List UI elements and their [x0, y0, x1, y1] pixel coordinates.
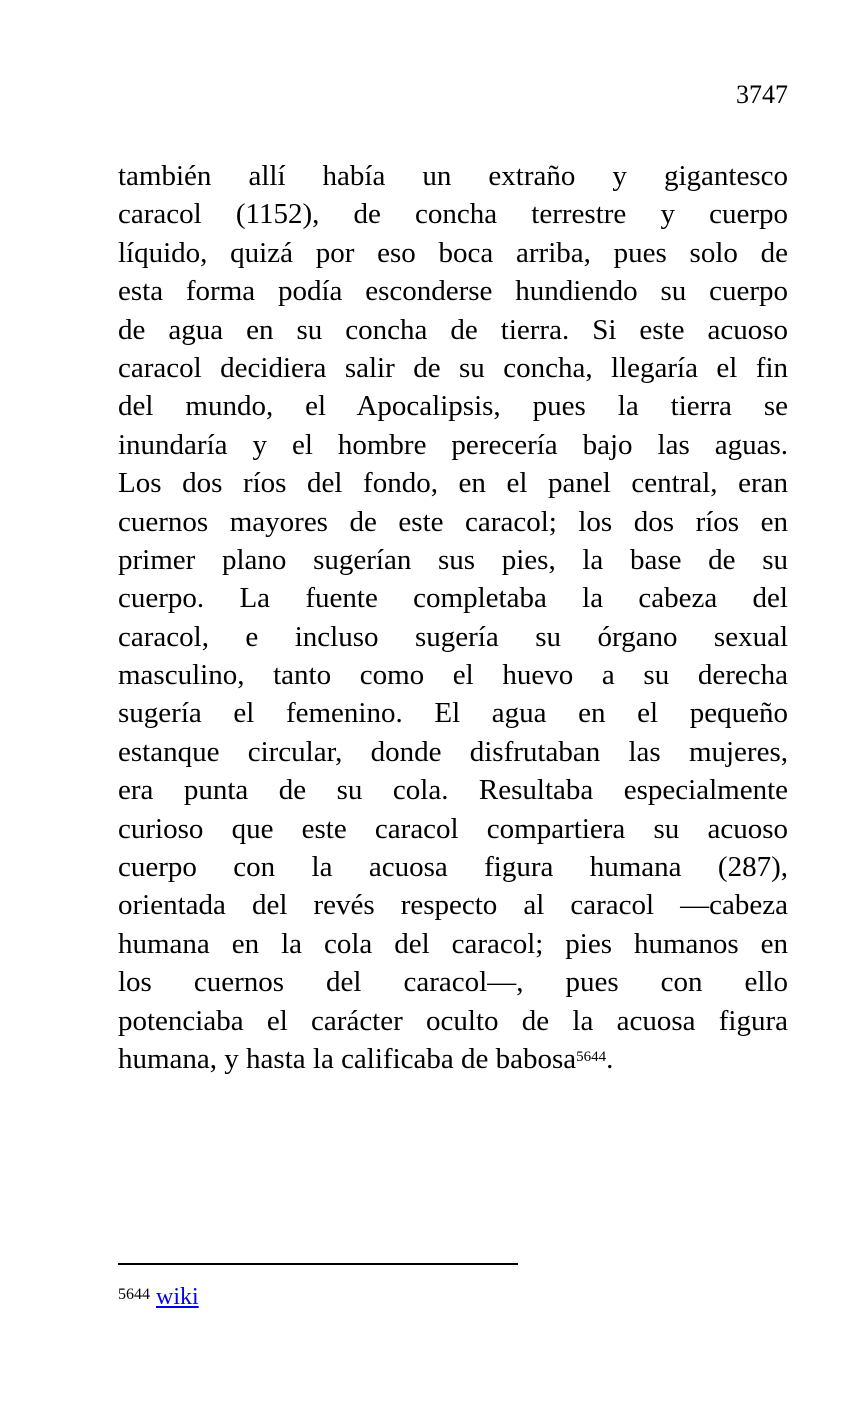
footnote-link[interactable]: wiki [156, 1284, 199, 1310]
text-line-last [118, 1040, 788, 1078]
page-number: 3747 [736, 80, 788, 109]
text-line: curioso que este caracol compartiera su acuoso [118, 812, 788, 845]
last-line-end: . [606, 1042, 614, 1075]
text-line: potenciaba el carácter oculto de la acuosa figura [118, 1004, 788, 1037]
footnote [118, 1282, 199, 1312]
footnote-divider [118, 1263, 518, 1265]
body-text [118, 157, 788, 1078]
text-line: caracol, e incluso sugería su órgano sexual [118, 620, 788, 653]
text-line: primer plano sugerían sus pies, la base de su [118, 543, 788, 576]
text-line: inundaría y el hombre perecería bajo las aguas. [118, 428, 788, 461]
text-line: cuerpo. La fuente completaba la cabeza del [118, 582, 788, 615]
text-line: cuernos mayores de este caracol; los dos ríos en [118, 505, 788, 538]
footnote-reference[interactable]: 5644 [576, 1048, 607, 1065]
text-line: también allí había un extraño y gigantesco [118, 160, 788, 192]
text-line: era punta de su cola. Resultaba especialmente [118, 774, 788, 807]
text-line: Los dos ríos del fondo, en el panel central, eran [118, 467, 788, 500]
text-line: estanque circular, donde disfrutaban las mujeres, [118, 735, 788, 768]
text-line: líquido, quizá por eso boca arriba, pues solo de [118, 236, 788, 269]
last-line-text: humana, y hasta la calificaba de babosa [118, 1042, 577, 1075]
text-line: de agua en su concha de tierra. Si este acuoso [118, 313, 788, 346]
text-line: del mundo, el Apocalipsis, pues la tierra se [118, 390, 788, 423]
text-line: cuerpo con la acuosa figura humana (287), [118, 851, 788, 884]
text-line: orientada del revés respecto al caracol —cabeza [118, 889, 788, 922]
footnote-number: 5644 [118, 1286, 150, 1303]
text-line: humana en la cola del caracol; pies humanos en [118, 927, 788, 960]
text-line: caracol (1152), de concha terrestre y cuerpo [118, 198, 788, 231]
text-line: caracol decidiera salir de su concha, llegaría el fin [118, 351, 788, 384]
text-line: sugería el femenino. El agua en el pequeño [118, 697, 788, 730]
text-line: masculino, tanto como el huevo a su derecha [118, 659, 788, 692]
text-line: los cuernos del caracol—, pues con ello [118, 966, 788, 999]
text-line: esta forma podía esconderse hundiendo su cuerpo [118, 275, 788, 308]
